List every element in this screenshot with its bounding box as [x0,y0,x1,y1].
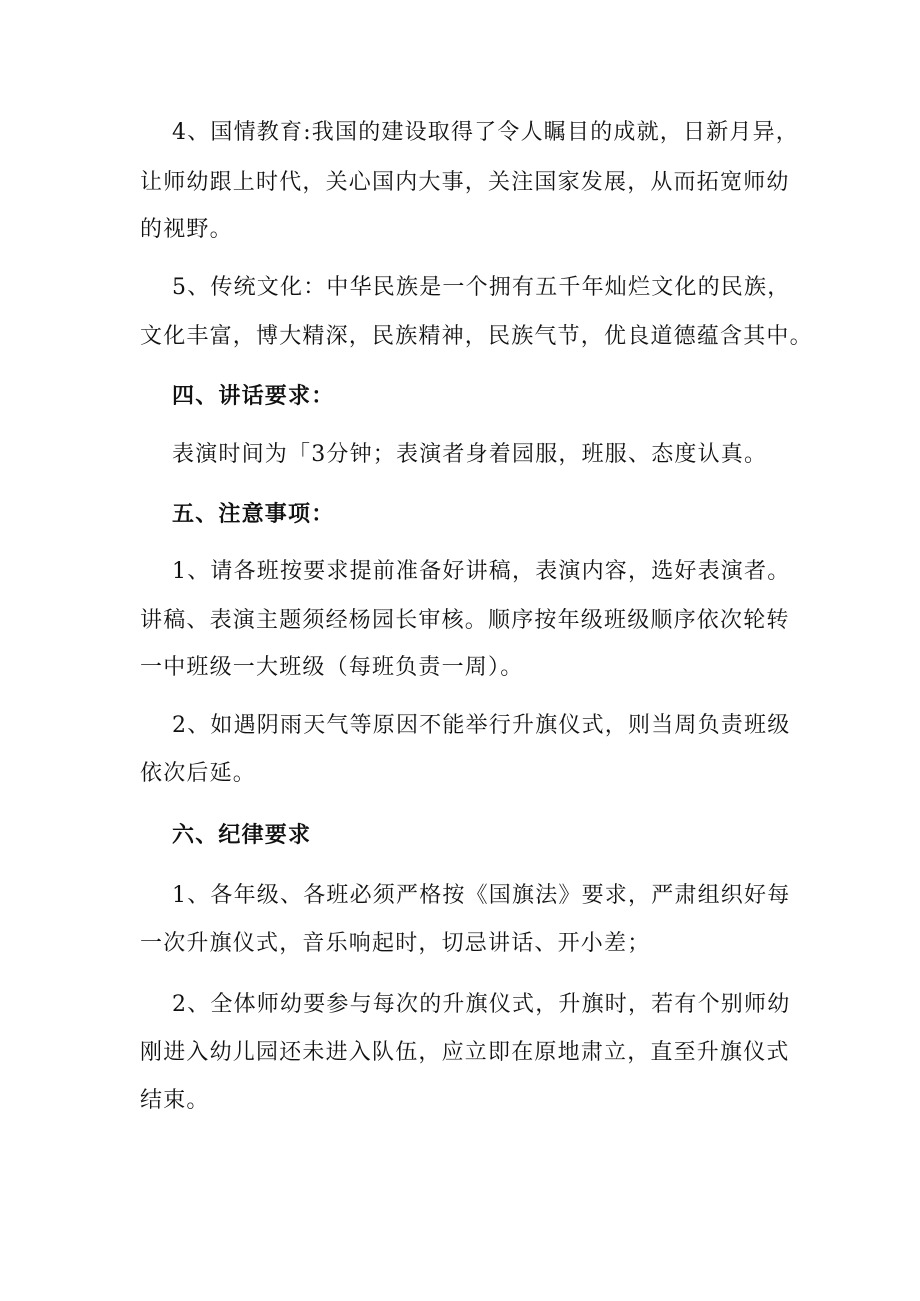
notes-item-1-line-3: 一中班级一大班级（每班负责一周）。 [140,655,524,680]
notes-item-2-line-2: 依次后延。 [140,761,257,786]
discipline-item-2-line-1: 2、全体师幼要参与每次的升旗仪式，升旗时，若有个别师幼 [172,992,791,1017]
speech-requirements-text: 表演时间为「3分钟；表演者身着园服，班服、态度认真。 [172,442,768,467]
item-4-line-3: 的视野。 [140,217,233,242]
discipline-item-1-line-1: 1、各年级、各班必须严格按《国旗法》要求，严肃组织好每 [172,883,791,908]
section-heading-discipline: 六、纪律要求 [172,822,312,848]
item-5-line-2: 文化丰富，博大精深，民族精神，民族气节，优良道德蕴含其中。 [140,324,813,349]
section-heading-speech-requirements: 四、讲话要求： [172,383,335,409]
discipline-item-2-line-3: 结束。 [140,1088,210,1113]
item-4-line-2: 让师幼跟上时代，关心国内大事，关注国家发展，从而拓宽师幼 [140,170,790,195]
notes-item-1-line-1: 1、请各班按要求提前准备好讲稿，表演内容，选好表演者。 [172,559,791,584]
notes-item-2-line-1: 2、如遇阴雨天气等原因不能举行升旗仪式，则当周负责班级 [172,713,791,738]
item-4-line-1: 4、国情教育:我国的建设取得了令人瞩目的成就，日新月异， [172,120,800,145]
notes-item-1-line-2: 讲稿、表演主题须经杨园长审核。顺序按年级班级顺序依次轮转 [140,608,790,633]
section-heading-notes: 五、注意事项： [172,501,335,527]
item-5-line-1: 5、传统文化：中华民族是一个拥有五千年灿烂文化的民族， [172,275,791,300]
discipline-item-1-line-2: 一次升旗仪式，音乐响起时，切忌讲话、开小差； [140,931,651,956]
discipline-item-2-line-2: 刚进入幼儿园还未进入队伍，应立即在原地肃立，直至升旗仪式 [140,1040,790,1065]
